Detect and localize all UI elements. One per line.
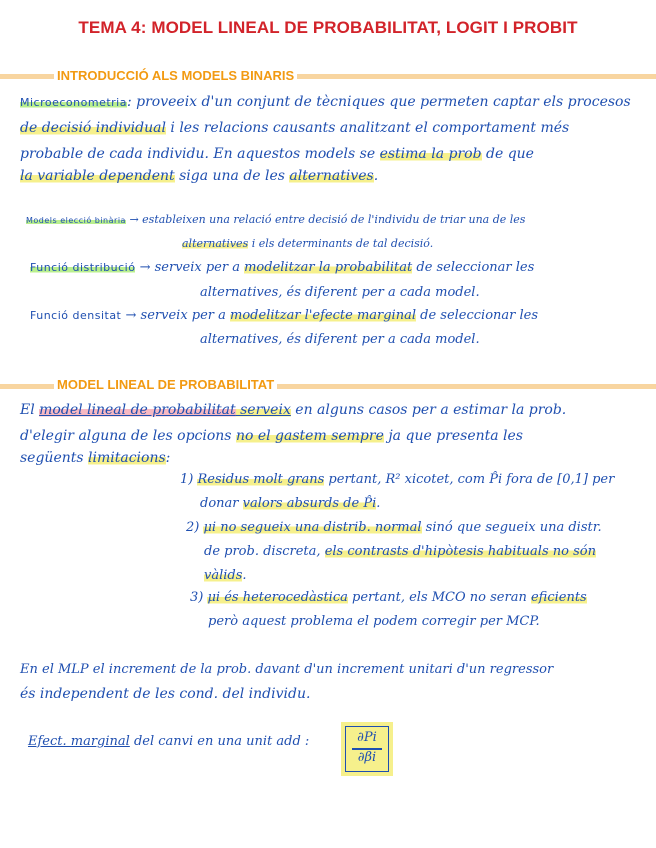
paragraph-line: alternatives, és diferent per a cada model. (200, 285, 480, 300)
paragraph-line: En el MLP el increment de la prob. davant d'un increment unitari d'un regressor (20, 662, 554, 677)
paragraph-line: Models elecció binària → estableixen una relació entre decisió de l'individu de triar una de les (26, 213, 526, 226)
term-funcio-densitat: Funció densitat (30, 309, 122, 322)
paragraph-line: Microeconometria: proveeix d'un conjunt de tècniques que permeten captar els procesos (20, 94, 631, 110)
limitation-3-cont: però aquest problema el podem corregir per MCP. (208, 614, 540, 629)
paragraph-line: alternatives, és diferent per a cada model. (200, 332, 480, 347)
paragraph-line: alternatives i els determinants de tal decisió. (182, 237, 434, 250)
limitation-1: 1) Residus molt grans pertant, R² xicotet, com P̂i fora de [0,1] per (180, 472, 615, 487)
limitation-2-cont: vàlids. (204, 568, 247, 583)
paragraph-line: és independent de les cond. del individu. (20, 686, 311, 702)
page-title: TEMA 4: MODEL LINEAL DE PROBABILITAT, LOGIT I PROBIT (78, 18, 578, 37)
limitation-1-cont: donar valors absurds de P̂i. (200, 496, 381, 511)
section-divider (320, 74, 656, 79)
formula-box (345, 726, 389, 772)
paragraph-line: la variable dependent siga una de les alternatives. (20, 168, 379, 184)
section-heading-intro: INTRODUCCIÓ ALS MODELS BINARIS (54, 68, 297, 83)
term-microeconometria: Microeconometria (20, 96, 127, 109)
limitation-2: 2) μi no segueix una distrib. normal sinó que segueix una distr. (186, 520, 602, 535)
paragraph-line: de decisió individual i les relacions causants analitzant el comportament més (20, 120, 570, 136)
paragraph-line: Funció densitat → serveix per a modelitzar l'efecte marginal de seleccionar les (30, 308, 539, 323)
formula-denominator: ∂βi (357, 750, 377, 765)
paragraph-line: Funció distribució → serveix per a modelitzar la probabilitat de seleccionar les (30, 260, 535, 275)
marginal-effect-formula (341, 722, 393, 776)
limitation-3: 3) μi és heterocedàstica pertant, els MCO no seran eficients (190, 590, 587, 605)
paragraph-line: probable de cada individu. En aquestos models se estima la prob de que (20, 146, 534, 162)
term-funcio-distribucio: Funció distribució (30, 261, 136, 274)
paragraph-line: d'elegir alguna de les opcions no el gastem sempre ja que presenta les (20, 428, 523, 444)
limitation-2-cont: de prob. discreta, els contrasts d'hipòtesis habituals no són (204, 544, 596, 559)
paragraph-line: següents limitacions: (20, 450, 171, 466)
term-models-eleccio-binaria: Models elecció binària (26, 216, 126, 225)
marginal-effect-line: Efect. marginal del canvi en una unit add : (28, 734, 310, 749)
section-heading-mlp: MODEL LINEAL DE PROBABILITAT (54, 377, 277, 392)
paragraph-line: El model lineal de probabilitat serveix en alguns casos per a estimar la prob. (20, 402, 567, 418)
formula-numerator: ∂Pi (357, 730, 377, 745)
